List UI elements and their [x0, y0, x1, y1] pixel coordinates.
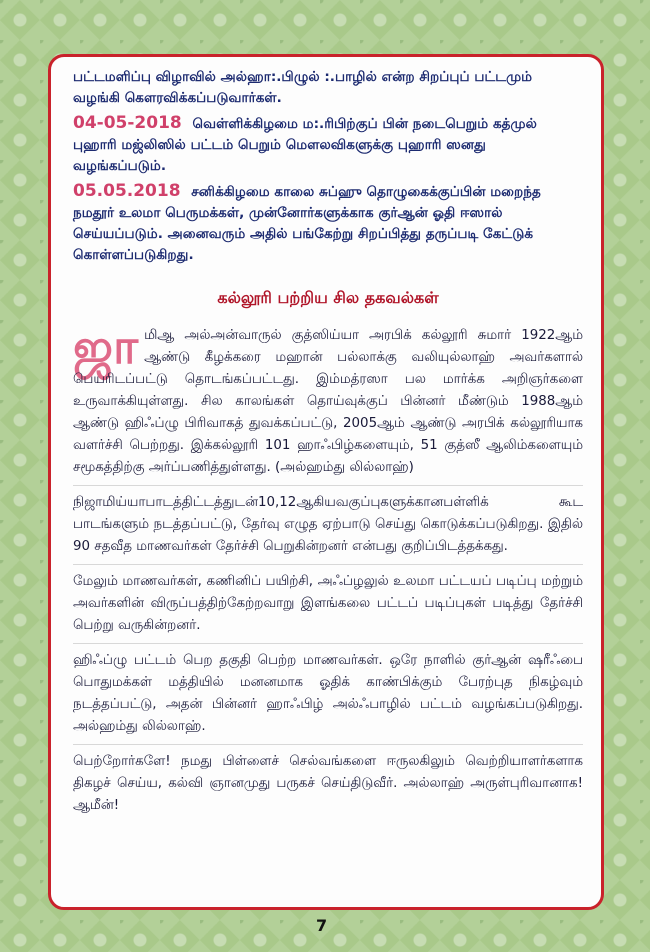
event-05-05 [73, 181, 583, 266]
dropcap-letter: ஜா [73, 319, 139, 375]
curriculum-paragraph: நிஜாமிய்யாபாடத்திட்டத்துடன்10,12ஆகியவகுப்புகளுக்கானபள்ளிக் கூட பாடங்களும் நடத்தப்பட்டு, தேர்வு எழுத ஏற்பாடு செய்து கொடுக்கப்படுகிறது. இதில் 90 சதவீத மாணவர்கள் தேர்ச்சி பெறுகின்றனர் என்பது குறிப்பிடத்தக்கது. [73, 495, 583, 554]
event-date: 05.05.2018 [73, 181, 181, 201]
event-date: 04-05-2018 [73, 113, 182, 133]
students-paragraph: மேலும் மாணவர்கள், கணினிப் பயிற்சி, அஃப்ழலுல் உலமா பட்டயப் படிப்பு மற்றும் அவர்களின் விருப்பத்திற்கேற்றவாறு இளங்கலை பட்டப் படிப்புகள் படித்து தேர்ச்சி பெற்று வருகின்றனர். [73, 574, 583, 633]
paragraph-text: மிஆ அல்அன்வாருல் குத்ஸிய்யா அரபிக் கல்லூரி சுமார் 1922ஆம் ஆண்டு கீழக்கரை மஹான் பல்லாக்கு வலியுல்லாஹ் அவர்களால் பெயரிடப்பட்டு தொடங்கப்பட்டது. இம்மத்ரஸா பல மார்க்க அறிஞர்களை உருவாக்கியுள்ளது. சில காலங்கள் தொய்வுக்குப் பின்னர் மீண்டும் 1988ஆம் ஆண்டு ஹிஃப்ழு பிரிவாகத் துவக்கப்பட்டு, 2005ஆம் ஆண்டு அரபிக் கல்லூரியாக வளர்ச்சி பெற்றது. இக்கல்லூரி 101 ஹாஃபிழ்களையும், 51 குத்ஸீ ஆலிம்களையும் சமூகத்திற்கு அர்ப்பணித்துள்ளது. (அல்ஹம்து லில்லாஹ்) [73, 328, 583, 475]
content-panel [48, 54, 604, 910]
parents-appeal-paragraph: பெற்றோர்களே! நமது பிள்ளைச் செல்வங்களை ஈருலகிலும் வெற்றியாளர்களாக திகழச் செய்ய, கல்வி ஞானமுது பருகச் செய்திடுவீர். அல்லாஹ் அருள்புரிவானாக! ஆமீன்! [73, 754, 583, 813]
event-text: வெள்ளிக்கிழமை ம:.ரிபிற்குப் பின் நடைபெறும் கத்முல் புஹாரி மஜ்லிஸில் பட்டம் பெறும் மௌலவிகளுக்கு புஹாரி ஸனது வழங்கப்படும். [73, 116, 537, 174]
divider [73, 744, 583, 745]
event-04-05 [73, 113, 583, 177]
event-text: சனிக்கிழமை காலை சுப்ஹு தொழுகைக்குப்பின் மறைந்த நமதூர் உலமா பெருமக்கள், முன்னோர்களுக்காக குர்ஆன் ஓதி ஈஸால் செய்யப்படும். அனைவரும் அதில் பங்கேற்று சிறப்பித்து தருப்படி கேட்டுக் கொள்ளப்படுகிறது. [73, 184, 541, 263]
intro-paragraph: பட்டமளிப்பு விழாவில் அல்ஹா:.பிழுல் :.பாழில் என்ற சிறப்புப் பட்டமும் வழங்கி கௌரவிக்கப்படுவார்கள். [73, 69, 533, 106]
page-number: 7 [316, 916, 328, 935]
divider [73, 643, 583, 644]
section-heading: கல்லூரி பற்றிய சில தகவல்கள் [217, 288, 439, 307]
college-history-paragraph [73, 319, 583, 479]
divider [73, 485, 583, 486]
divider [73, 564, 583, 565]
hifz-paragraph: ஹிஃப்ழு பட்டம் பெற தகுதி பெற்ற மாணவர்கள். ஒரே நாளில் குர்ஆன் ஷரீஃபை பொதுமக்கள் மத்தியில் மனனமாக ஓதிக் காண்பிக்கும் பேரற்புத நிகழ்வும் நடத்தப்பட்டு, அதன் பின்னர் ஹாஃபிழ் அல்ஃபாழில் பட்டம் வழங்கப்படுகிறது. அல்ஹம்து லில்லாஹ். [73, 653, 583, 734]
